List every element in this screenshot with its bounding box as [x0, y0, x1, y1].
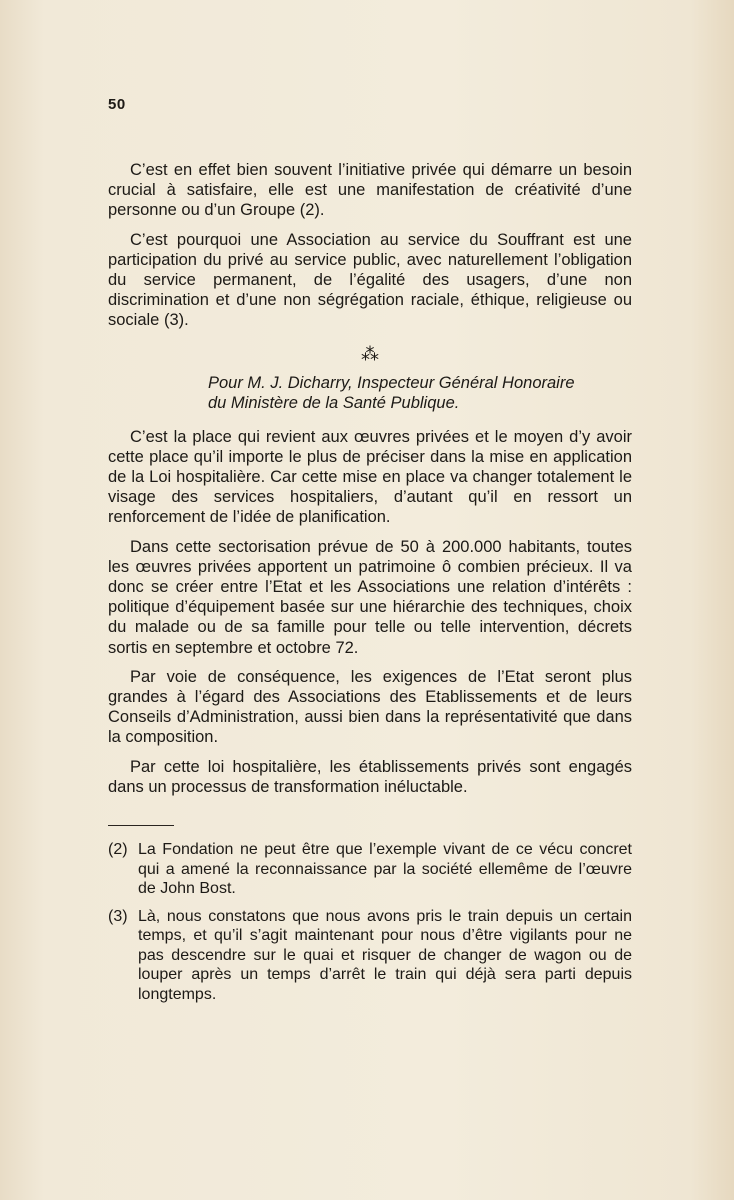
page-number: 50	[108, 96, 126, 113]
footnote-marker: (3)	[108, 907, 128, 925]
footnote-marker: (2)	[108, 841, 128, 859]
footnote-text: La Fondation ne peut être que l’exemple vivant de ce vécu concret qui a amené la reconnaissance par la société ellemême de l’œuvre de John Bost.	[138, 841, 632, 898]
footnote	[108, 840, 632, 899]
paragraph: C’est pourquoi une Association au service du Souffrant est une participation du privé au service public, avec naturellement l’obligation du service permanent, de l’égalité des usagers, d’une non discrimination et d’une non ségrégation raciale, éthique, religieuse ou sociale (3).	[108, 230, 632, 330]
paragraph: Dans cette sectorisation prévue de 50 à 200.000 habitants, toutes les œuvres privées apportent un patrimoine ô combien précieux. Il va donc se créer entre l’Etat et les Associations une relation d’intérêts : politique d’équipement basée sur une hiérarchie des techniques, choix du malade ou de sa famille pour telle ou telle intervention, décrets sortis en septembre et octobre 72.	[108, 537, 632, 657]
attribution	[108, 373, 632, 413]
footnote	[108, 907, 632, 1005]
paragraph: C’est la place qui revient aux œuvres privées et le moyen d’y avoir cette place qu’il importe le plus de préciser dans la mise en application de la Loi hospitalière. Car cette mise en place va changer totalement le visage des services hospitaliers, d’autant qu’il en ressort un renforcement de l’idée de planification.	[108, 427, 632, 527]
attribution-line: du Ministère de la Santé Publique.	[208, 393, 460, 412]
paragraph: Par cette loi hospitalière, les établissements privés sont engagés dans un processus de transformation inéluctable.	[108, 757, 632, 796]
paragraph: C’est en effet bien souvent l’initiative privée qui démarre un besoin crucial à satisfaire, elle est une manifestation de créativité d’une personne ou d’un Groupe (2).	[108, 161, 632, 220]
attribution-line: Pour M. J. Dicharry, Inspecteur Général Honoraire	[208, 373, 575, 392]
footnote-separator	[108, 825, 174, 826]
body-text	[108, 160, 632, 1012]
paragraph: Par voie de conséquence, les exigences de l’Etat seront plus grandes à l’égard des Associations des Etablissements et de leurs Conseils d’Administration, aussi bien dans la représentativité que dans la composition.	[108, 667, 632, 747]
footnote-text: Là, nous constatons que nous avons pris le train depuis un certain temps, et qu’il s’agit maintenant pour nous d’être vigilants pour ne pas descendre sur le quai et risquer de changer de wagon ou de louper après un temps d’arrêt le train qui déjà sera parti depuis longtemps.	[138, 907, 632, 1003]
asterism-ornament: ⁂	[361, 343, 379, 364]
